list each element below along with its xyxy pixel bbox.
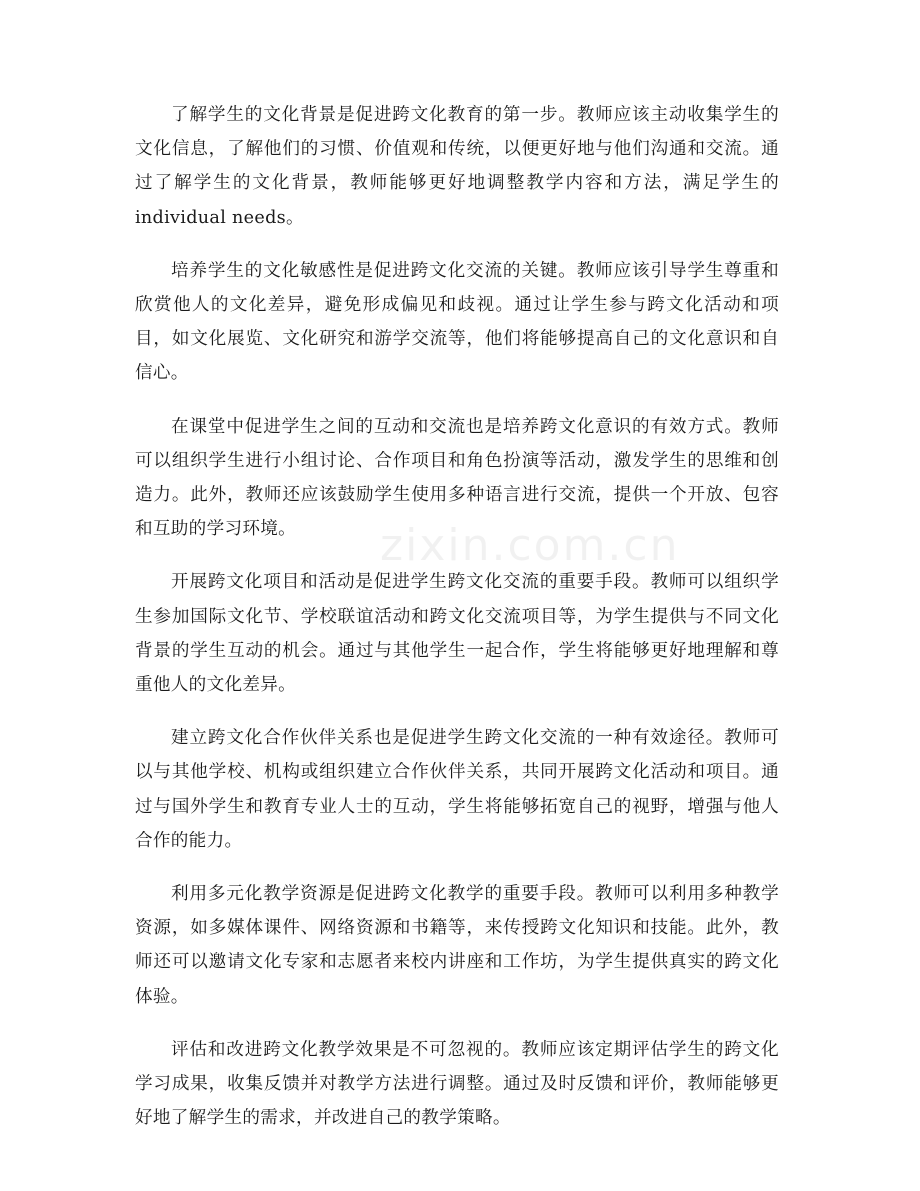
paragraph: 开展跨文化项目和活动是促进学生跨文化交流的重要手段。教师可以组织学生参加国际文化节、学校联谊活动和跨文化交流项目等，为学生提供与不同文化背景的学生互动的机会。通过与其他学生一起合作，学生将能够更好地理解和尊重他人的文化差异。 [135,572,779,696]
paragraph: 评估和改进跨文化教学效果是不可忽视的。教师应该定期评估学生的跨文化学习成果，收集反馈并对教学方法进行调整。通过及时反馈和评价，教师能够更好地了解学生的需求，并改进自己的教学策略。 [135,1039,779,1129]
watermark: zixin.com.cn [380,520,680,571]
paragraph: 建立跨文化合作伙伴关系也是促进学生跨文化交流的一种有效途径。教师可以与其他学校、机构或组织建立合作伙伴关系，共同开展跨文化活动和项目。通过与国外学生和教育专业人士的互动，学生将能够拓宽自己的视野，增强与他人合作的能力。 [135,728,779,851]
paragraph: 了解学生的文化背景是促进跨文化教育的第一步。教师应该主动收集学生的文化信息，了解他们的习惯、价值观和传统，以便更好地与他们沟通和交流。通过了解学生的文化背景，教师能够更好地调整教学内容和方法，满足学生的 individual needs。 [135,105,785,228]
paragraph: 利用多元化教学资源是促进跨文化教学的重要手段。教师可以利用多种教学资源，如多媒体课件、网络资源和书籍等，来传授跨文化知识和技能。此外，教师还可以邀请文化专家和志愿者来校内讲座和工作坊，为学生提供真实的跨文化体验。 [135,884,779,1007]
paragraph: 在课堂中促进学生之间的互动和交流也是培养跨文化意识的有效方式。教师可以组织学生进行小组讨论、合作项目和角色扮演等活动，激发学生的思维和创造力。此外，教师还应该鼓励学生使用多种语言进行交流，提供一个开放、包容和互助的学习环境。 [135,416,779,540]
document-body [135,98,785,1154]
paragraph: 培养学生的文化敏感性是促进跨文化交流的关键。教师应该引导学生尊重和欣赏他人的文化差异，避免形成偏见和歧视。通过让学生参与跨文化活动和项目，如文化展览、文化研究和游学交流等，他们将能够提高自己的文化意识和自信心。 [135,260,779,384]
